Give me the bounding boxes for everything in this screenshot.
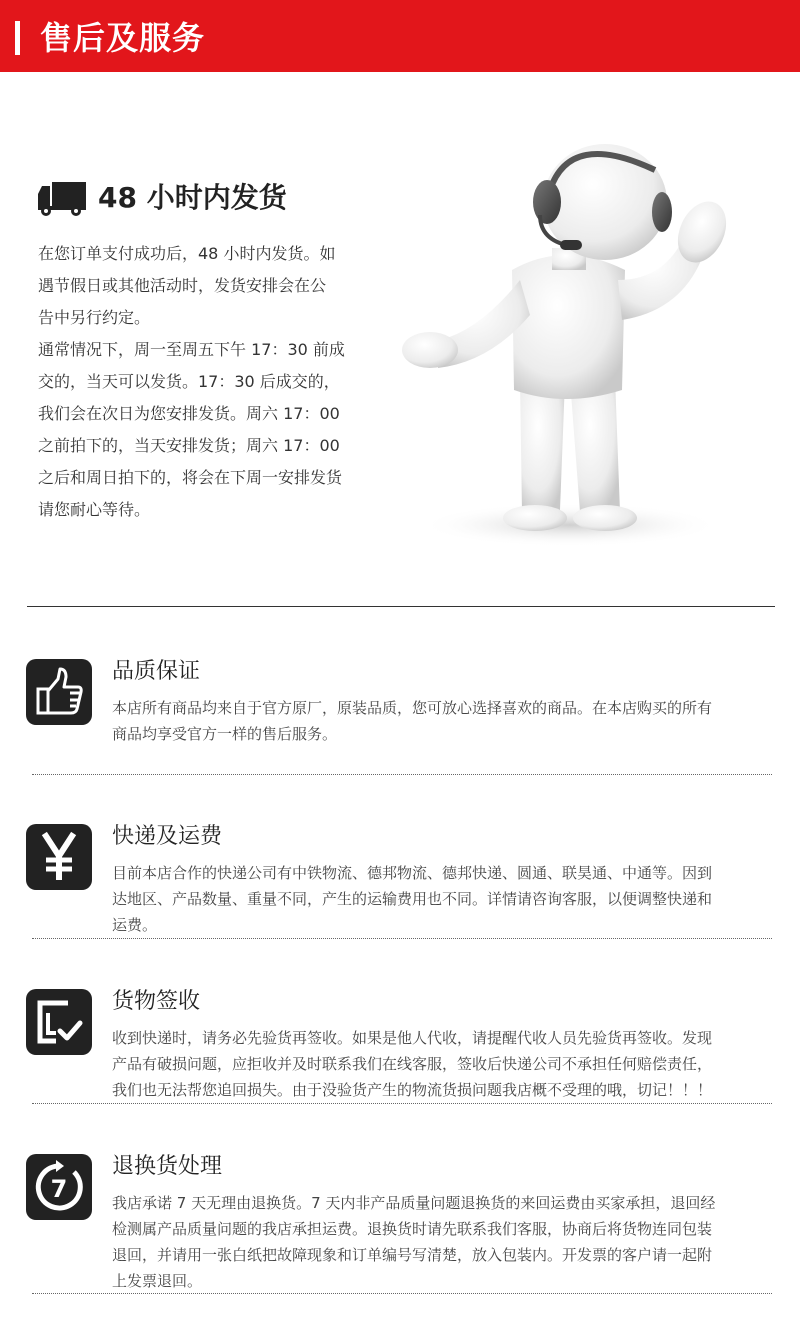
dotted-divider [32, 938, 772, 939]
shipping-text [38, 238, 388, 526]
feature-line: 目前本店合作的快递公司有中铁物流、德邦物流、德邦快递、圆通、联昊通、中通等。因到 [112, 864, 713, 882]
feature-line: 我店承诺 7 天无理由退换货。7 天内非产品质量问题退换货的来回运费由买家承担，退回经 [112, 1194, 716, 1212]
section-header [0, 0, 800, 72]
dotted-divider [32, 1293, 772, 1294]
shipping-line: 在您订单支付成功后，48 小时内发货。如 [38, 244, 336, 263]
section-divider [27, 606, 775, 607]
truck-icon [38, 182, 86, 216]
shipping-line: 我们会在次日为您安排发货。周六 17：00 [38, 404, 340, 423]
seven-label: 7 [50, 1175, 68, 1203]
feature-body [112, 1025, 762, 1103]
customer-service-figure [400, 140, 800, 580]
feature-line: 商品均享受官方一样的售后服务。 [112, 725, 338, 743]
feature-title: 退换货处理 [112, 1154, 223, 1179]
feature-line: 运费。 [112, 916, 158, 934]
shipping-line: 告中另行约定。 [38, 308, 151, 327]
yen-icon [26, 824, 92, 890]
feature-title: 快递及运费 [112, 824, 223, 849]
feature-line: 收到快递时，请务必先验货再签收。如果是他人代收，请提醒代收人员先验货再签收。发现 [112, 1029, 713, 1047]
shipping-line: 之后和周日拍下的，将会在下周一安排发货 [38, 468, 343, 487]
feature-line: 本店所有商品均来自于官方原厂，原装品质，您可放心选择喜欢的商品。在本店购买的所有 [112, 699, 713, 717]
shipping-line: 请您耐心等待。 [38, 500, 151, 519]
seven-day-return-icon [26, 1154, 92, 1220]
feature-body [112, 695, 762, 747]
shipping-section [0, 140, 800, 580]
feature-line: 达地区、产品数量、重量不同，产生的运输费用也不同。详情请咨询客服，以便调整快递和 [112, 890, 713, 908]
shipping-line: 之前拍下的，当天安排发货；周六 17：00 [38, 436, 340, 455]
feature-title: 品质保证 [112, 659, 201, 684]
feature-line: 产品有破损问题，应拒收并及时联系我们在线客服，签收后快递公司不承担任何赔偿责任， [112, 1055, 713, 1073]
feature-title: 货物签收 [112, 989, 201, 1014]
feature-line: 上发票退回。 [112, 1272, 203, 1290]
shipping-title: 48 小时内发货 [98, 181, 287, 214]
receipt-check-icon [26, 989, 92, 1055]
feature-body [112, 860, 762, 938]
thumbs-up-icon [26, 659, 92, 725]
shipping-line: 遇节假日或其他活动时，发货安排会在公 [38, 276, 327, 295]
shipping-line: 交的，当天可以发货。17：30 后成交的， [38, 372, 340, 391]
section-title: 售后及服务 [40, 19, 206, 57]
feature-line: 退回，并请用一张白纸把故障现象和订单编号写清楚，放入包装内。开发票的客户请一起附 [112, 1246, 713, 1264]
feature-line: 检测属产品质量问题的我店承担运费。退换货时请先联系我们客服，协商后将货物连同包装 [112, 1220, 713, 1238]
dotted-divider [32, 1103, 772, 1104]
shipping-line: 通常情况下，周一至周五下午 17：30 前成 [38, 340, 345, 359]
feature-line: 我们也无法帮您追回损失。由于没验货产生的物流货损问题我店概不受理的哦，切记！！！ [112, 1081, 713, 1099]
header-accent-bar [15, 21, 20, 55]
dotted-divider [32, 774, 772, 775]
feature-body [112, 1190, 762, 1294]
